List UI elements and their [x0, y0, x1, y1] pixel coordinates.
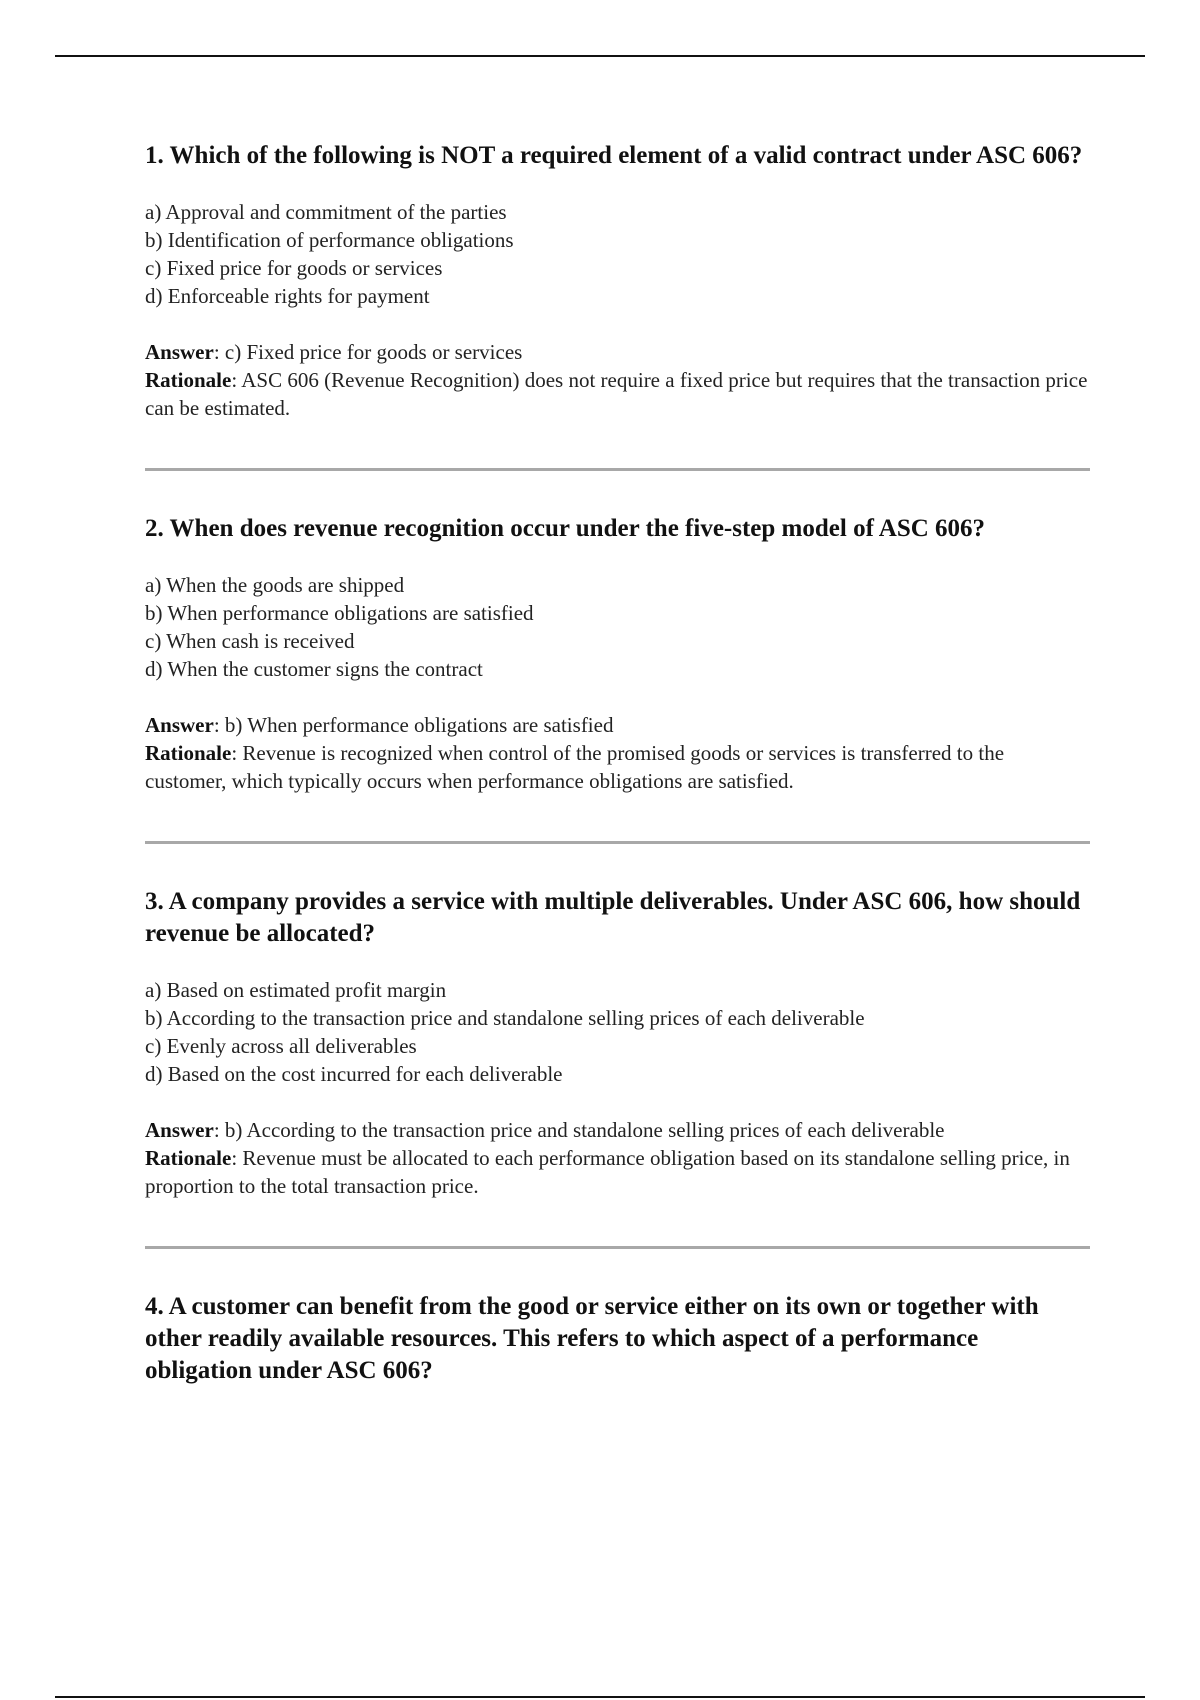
rationale-text: : Revenue must be allocated to each performance obligation based on its standalone selling price, in proportion to the total transaction price.	[145, 1146, 1070, 1198]
answer-text: : b) When performance obligations are satisfied	[213, 713, 614, 737]
answer-line	[145, 1116, 1090, 1144]
answer-label: Answer	[145, 713, 214, 737]
rationale-line	[145, 1144, 1090, 1200]
section-divider	[145, 841, 1090, 844]
question-4	[145, 1291, 1090, 1387]
answer-label: Answer	[145, 340, 214, 364]
rationale-label: Rationale	[145, 368, 232, 392]
answer-line	[145, 711, 1090, 739]
answer-block	[145, 1116, 1090, 1200]
question-title: 4. A customer can benefit from the good or service either on its own or together with other readily available resources. This refers to which aspect of a performance obligation under ASC 606?	[145, 1293, 1039, 1384]
option-a: a) Based on estimated profit margin	[145, 978, 447, 1002]
rationale-label: Rationale	[145, 1146, 232, 1170]
question-title: 2. When does revenue recognition occur under the five-step model of ASC 606?	[145, 515, 986, 542]
answer-label: Answer	[145, 1118, 214, 1142]
rationale-line	[145, 739, 1090, 795]
option-list	[145, 571, 1090, 683]
question-title: 3. A company provides a service with multiple deliverables. Under ASC 606, how should revenue be allocated?	[145, 888, 1081, 947]
option-b: b) Identification of performance obligations	[145, 228, 514, 252]
option-a: a) When the goods are shipped	[145, 573, 405, 597]
section-divider	[145, 468, 1090, 471]
question-title: 1. Which of the following is NOT a required element of a valid contract under ASC 606?	[145, 142, 1083, 169]
page-bottom-rule	[55, 1696, 1145, 1698]
option-a: a) Approval and commitment of the parties	[145, 200, 507, 224]
option-c: c) When cash is received	[145, 629, 355, 653]
option-d: d) When the customer signs the contract	[145, 657, 483, 681]
page-top-rule	[55, 55, 1145, 57]
option-list	[145, 976, 1090, 1088]
question-1	[145, 140, 1090, 422]
section-divider	[145, 1246, 1090, 1249]
answer-block	[145, 338, 1090, 422]
question-2	[145, 513, 1090, 795]
answer-text: : c) Fixed price for goods or services	[213, 340, 523, 364]
option-c: c) Evenly across all deliverables	[145, 1034, 417, 1058]
option-b: b) According to the transaction price and standalone selling prices of each deliverable	[145, 1006, 865, 1030]
option-b: b) When performance obligations are satisfied	[145, 601, 534, 625]
document-body	[145, 140, 1090, 1413]
answer-line	[145, 338, 1090, 366]
rationale-label: Rationale	[145, 741, 232, 765]
option-d: d) Enforceable rights for payment	[145, 284, 430, 308]
rationale-text: : ASC 606 (Revenue Recognition) does not require a fixed price but requires that the transaction price can be estimated.	[145, 368, 1088, 420]
answer-block	[145, 711, 1090, 795]
rationale-text: : Revenue is recognized when control of the promised goods or services is transferred to the customer, which typically occurs when performance obligations are satisfied.	[145, 741, 1005, 793]
option-c: c) Fixed price for goods or services	[145, 256, 443, 280]
option-list	[145, 198, 1090, 310]
answer-text: : b) According to the transaction price and standalone selling prices of each deliverable	[213, 1118, 945, 1142]
rationale-line	[145, 366, 1090, 422]
option-d: d) Based on the cost incurred for each deliverable	[145, 1062, 563, 1086]
question-3	[145, 886, 1090, 1200]
